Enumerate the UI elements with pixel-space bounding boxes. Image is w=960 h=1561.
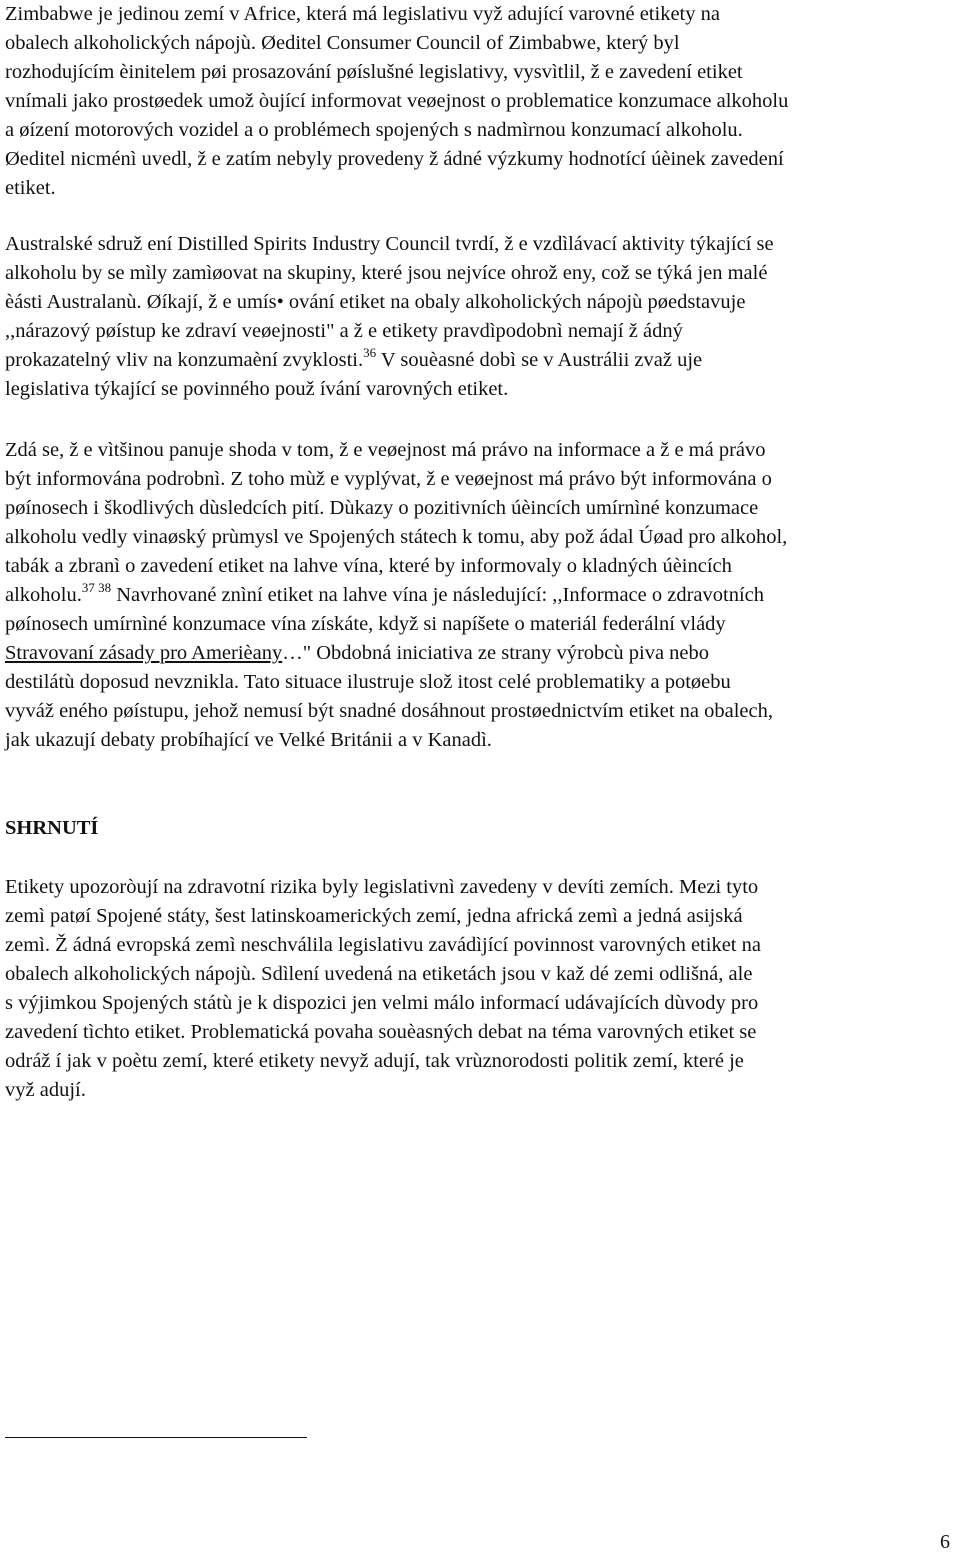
section-heading: SHRNUTÍ (5, 817, 99, 839)
text-line: zemì patøí Spojené státy, šest latinskoamerických zemí, jedna africká zemì a jedná asijská (5, 905, 743, 927)
text-line: obalech alkoholických nápojù. Sdìlení uvedená na etiketách jsou v kaž dé zemi odlišná, ale (5, 963, 753, 985)
text-line: alkoholu vedly vinaøský prùmysl ve Spojených státech k tomu, aby pož ádal Úøad pro alkohol, (5, 526, 788, 548)
text-line: vyváž eného pøístupu, jehož nemusí být snadné dosáhnout prostøednictvím etiket na obalech, (5, 700, 773, 722)
text-line: s výjimkou Spojených státù je k dispozici jen velmi málo informací udávajících dùvody pro (5, 992, 759, 1014)
text-segment: prokazatelný vliv na konzumaèní zvyklosti. (5, 349, 364, 371)
text-segment: alkoholu. (5, 584, 82, 606)
text-line: zavedení tìchto etiket. Problematická povaha souèasných debat na téma varovných etiket se (5, 1021, 757, 1043)
text-line: odráž í jak v poètu zemí, které etikety nevyž adují, tak vrùznorodosti politik zemí, které je (5, 1050, 744, 1072)
text-line: etiket. (5, 177, 56, 199)
text-line: jak ukazují debaty probíhající ve Velké Británii a v Kanadì. (5, 729, 492, 751)
text-line: ,,nárazový pøístup ke zdraví veøejnosti" a ž e etikety pravdìpodobnì nemají ž ádný (5, 320, 683, 342)
text-line (5, 581, 955, 610)
text-line: èásti Australanù. Øíkají, ž e umís• ování etiket na obaly alkoholických nápojù pøedstavuje (5, 291, 746, 313)
footnote-reference[interactable]: 36 (363, 345, 377, 360)
text-line: zemì. Ž ádná evropská zemì neschválila legislativu zavádìjící povinnost varovných etiket na (5, 934, 761, 956)
paragraph-zimbabwe (5, 0, 955, 203)
paragraph-summary (5, 873, 955, 1105)
text-line: Zimbabwe je jedinou zemí v Africe, která má legislativu vyž adující varovné etikety na (5, 3, 720, 25)
document-title-underlined: Stravovaní zásady pro Amerièany (5, 642, 283, 664)
text-line: pøínosech i škodlivých dùsledcích pití. Dùkazy o pozitivních úèincích umírnìné konzumace (5, 497, 759, 519)
text-line: destilátù doposud nevznikla. Tato situace ilustruje slož itost celé problematiky a potøebu (5, 671, 731, 693)
text-line: alkoholu by se mìly zamìøovat na skupiny, které jsou nejvíce ohrož eny, což se týká jen malé (5, 262, 768, 284)
text-segment: …" Obdobná iniciativa ze strany výrobcù piva nebo (282, 642, 710, 664)
text-line: legislativa týkající se povinného použ ívání varovných etiket. (5, 378, 509, 400)
text-line: a øízení motorových vozidel a o problémech spojených s nadmìrnou konzumací alkoholu. (5, 119, 743, 141)
text-line (5, 639, 955, 668)
text-line: tabák a zbranì o zavedení etiket na lahve vína, které by informovaly o kladných úèincích (5, 555, 732, 577)
text-segment: Navrhované znìní etiket na lahve vína je následující: ,,Informace o zdravotních (111, 584, 765, 606)
footnote-separator (5, 1437, 307, 1438)
text-line: rozhodujícím èinitelem pøi prosazování pøíslušné legislativy, vysvìtlil, ž e zavedení etiket (5, 61, 743, 83)
text-line: Zdá se, ž e vìtšinou panuje shoda v tom, ž e veøejnost má právo na informace a ž e má právo (5, 439, 766, 461)
text-segment: V souèasné dobì se v Austrálii zvaž uje (376, 349, 703, 371)
text-line: vyž adují. (5, 1079, 86, 1101)
text-line (5, 346, 955, 375)
page-number: 6 (940, 1531, 950, 1553)
paragraph-consensus (5, 436, 955, 755)
text-line: být informována podrobnì. Z toho mùž e vyplývat, ž e veøejnost má právo být informována o (5, 468, 772, 490)
text-line: pøínosech umírnìné konzumace vína získáte, když si napíšete o materiál federální vlády (5, 613, 726, 635)
footnote-reference[interactable]: 37 38 (81, 580, 112, 595)
text-line: Øeditel nicménì uvedl, ž e zatím nebyly provedeny ž ádné výzkumy hodnotící úèinek zavedení (5, 148, 784, 170)
paragraph-australia (5, 230, 955, 404)
text-line: obalech alkoholických nápojù. Øeditel Consumer Council of Zimbabwe, který byl (5, 32, 680, 54)
text-line: Australské sdruž ení Distilled Spirits Industry Council tvrdí, ž e vzdìlávací aktivity týkající se (5, 233, 774, 255)
text-line: vnímali jako prostøedek umož òující informovat veøejnost o problematice konzumace alkoholu (5, 90, 789, 112)
text-line: Etikety upozoròují na zdravotní rizika byly legislativnì zavedeny v devíti zemích. Mezi tyto (5, 876, 759, 898)
